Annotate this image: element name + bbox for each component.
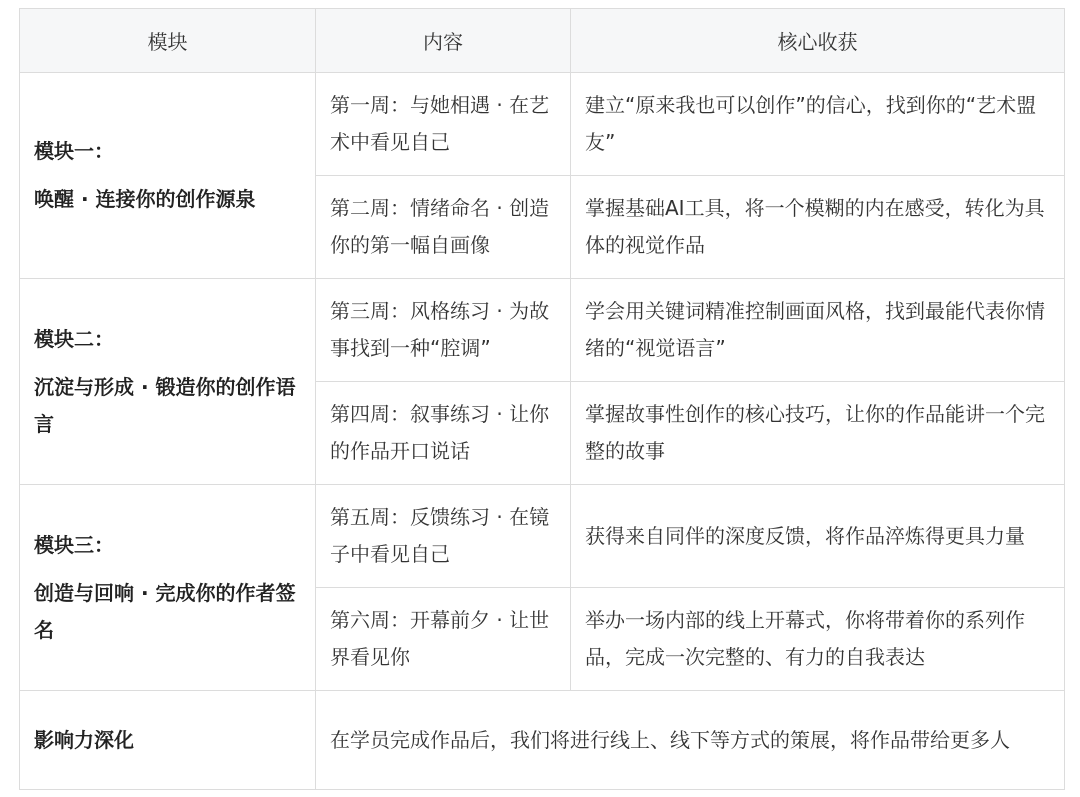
week-content: 第六周：开幕前夕 · 让世界看见你: [316, 588, 571, 691]
header-module: 模块: [20, 9, 316, 73]
table-header-row: [20, 9, 1065, 73]
module-cell: [20, 279, 316, 485]
header-gain: 核心收获: [571, 9, 1065, 73]
week-gain: 获得来自同伴的深度反馈，将作品淬炼得更具力量: [571, 485, 1065, 588]
module-subtitle: 唤醒 · 连接你的创作源泉: [34, 187, 256, 211]
table-row: [20, 485, 1065, 588]
module-subtitle: 沉淀与形成 · 锻造你的创作语言: [34, 374, 296, 436]
module-cell: [20, 73, 316, 279]
table-row: [20, 279, 1065, 382]
impact-content: 在学员完成作品后，我们将进行线上、线下等方式的策展，将作品带给更多人: [316, 691, 1065, 790]
week-gain: 掌握故事性创作的核心技巧，让你的作品能讲一个完整的故事: [571, 382, 1065, 485]
week-content: 第四周：叙事练习 · 让你的作品开口说话: [316, 382, 571, 485]
module-subtitle: 创造与回响 · 完成你的作者签名: [34, 580, 296, 642]
table-row: [20, 73, 1065, 176]
week-content: 第五周：反馈练习 · 在镜子中看见自己: [316, 485, 571, 588]
module-title: 模块一：: [34, 139, 114, 163]
impact-label: 影响力深化: [20, 691, 316, 790]
week-gain: 举办一场内部的线上开幕式，你将带着你的系列作品，完成一次完整的、有力的自我表达: [571, 588, 1065, 691]
module-title: 模块二：: [34, 326, 114, 351]
week-gain: 学会用关键词精准控制画面风格，找到最能代表你情绪的“视觉语言”: [571, 279, 1065, 382]
week-gain: 建立“原来我也可以创作”的信心，找到你的“艺术盟友”: [571, 73, 1065, 176]
week-gain: 掌握基础AI工具，将一个模糊的内在感受，转化为具体的视觉作品: [571, 176, 1065, 279]
module-cell: [20, 485, 316, 691]
course-table: [19, 8, 1065, 790]
module-title: 模块三：: [34, 532, 114, 557]
week-content: 第二周：情绪命名 · 创造你的第一幅自画像: [316, 176, 571, 279]
header-content: 内容: [316, 9, 571, 73]
table-row: [20, 691, 1065, 790]
week-content: 第三周：风格练习 · 为故事找到一种“腔调”: [316, 279, 571, 382]
week-content: 第一周：与她相遇 · 在艺术中看见自己: [316, 73, 571, 176]
